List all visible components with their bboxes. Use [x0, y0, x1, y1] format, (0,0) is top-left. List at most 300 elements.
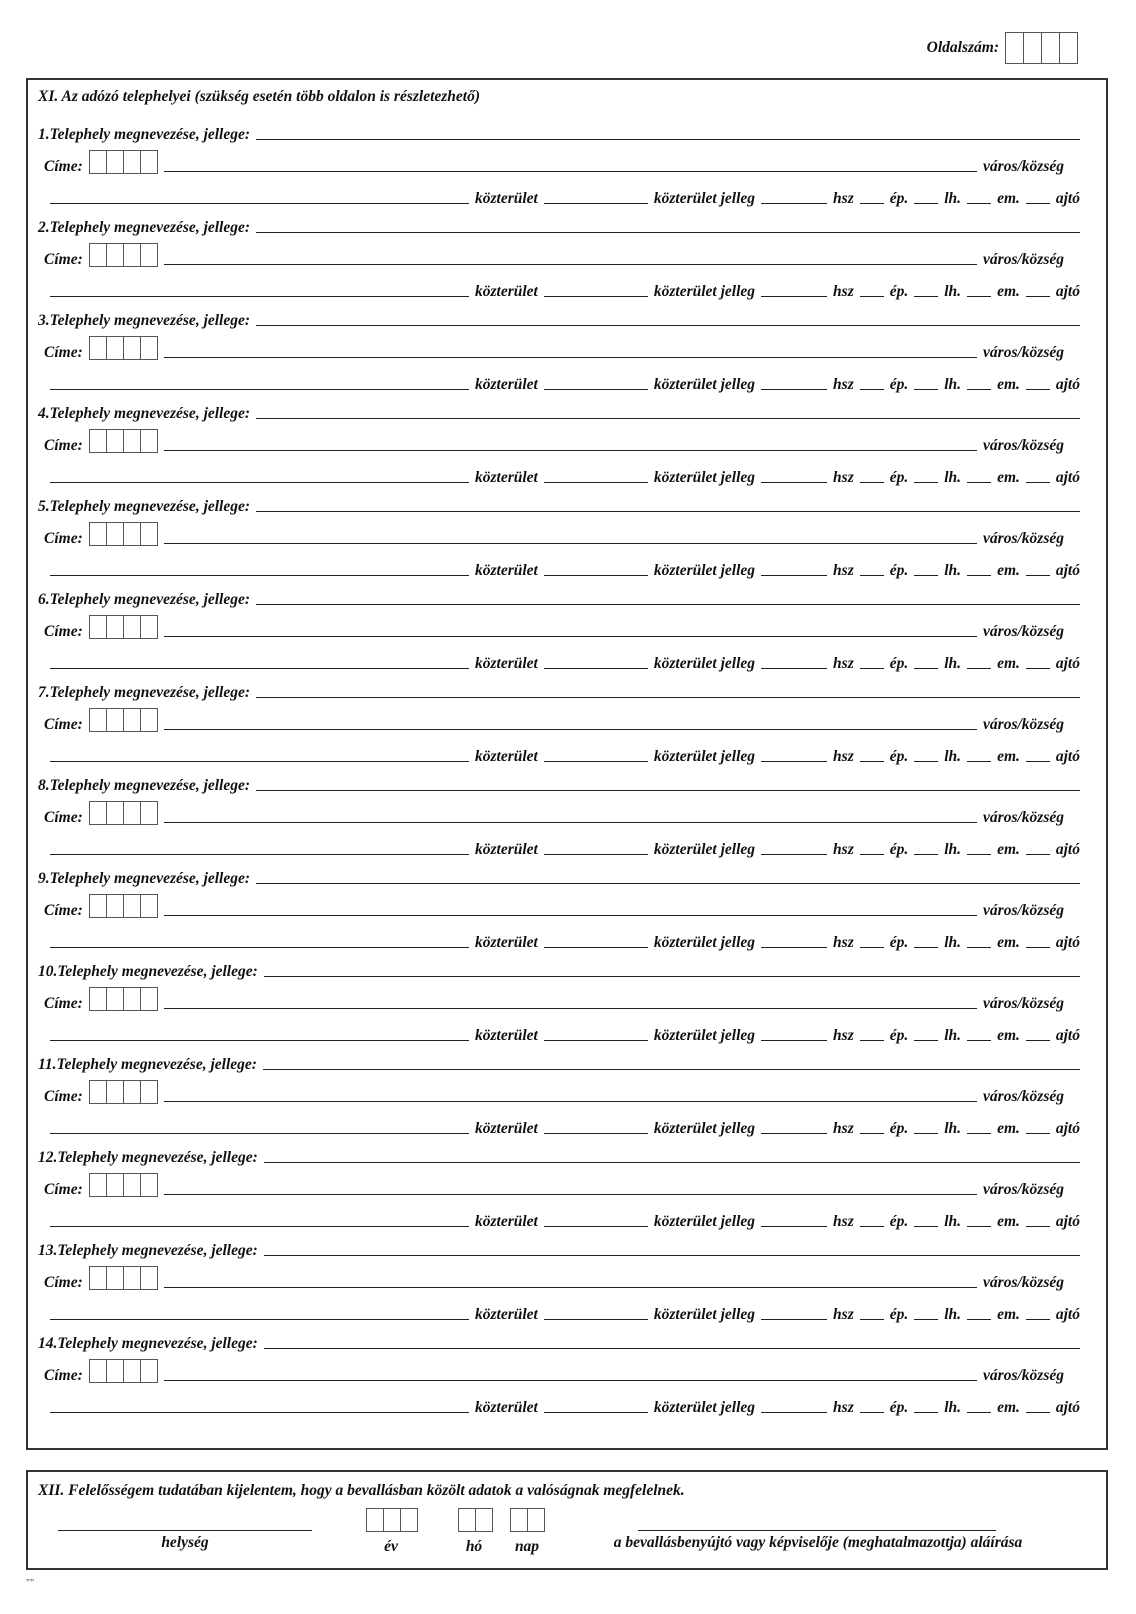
street-type-label: közterület jelleg [653, 190, 756, 207]
door-label: ajtó [1055, 1306, 1080, 1323]
premises-address-row [44, 1175, 1070, 1199]
street-label: közterület [475, 934, 538, 951]
lh-input[interactable] [914, 1226, 938, 1227]
premises-address-row [44, 1361, 1070, 1385]
premises-name-input[interactable] [256, 883, 1080, 884]
street-input[interactable] [50, 1040, 469, 1041]
em-input[interactable] [967, 482, 991, 483]
em-input[interactable] [967, 1319, 991, 1320]
ep-label: ép. [889, 1027, 909, 1044]
premises-name-input[interactable] [256, 511, 1080, 512]
premises-number: 6. [38, 591, 50, 608]
street-type-input[interactable] [544, 1412, 648, 1413]
lh-label: lh. [944, 283, 962, 300]
section-xii-title: XII. Felelősségem tudatában kijelentem, hogy a bevallásban közölt adatok a valóságnak megfelelnek. [38, 1482, 685, 1499]
premises-name-label: Telephely megnevezése, jellege: [49, 312, 251, 329]
postal-code-boxes[interactable] [89, 429, 158, 453]
em-input[interactable] [967, 947, 991, 948]
premises-street-row [50, 184, 1080, 208]
street-input[interactable] [50, 389, 469, 390]
city-label: város/község [983, 1274, 1064, 1291]
city-input[interactable] [164, 1380, 977, 1381]
address-label: Címe: [44, 902, 83, 919]
street-type-input[interactable] [544, 296, 648, 297]
ep-input[interactable] [860, 575, 884, 576]
hsz-label: hsz [833, 1120, 854, 1137]
street-type-input[interactable] [544, 947, 648, 948]
premises-name-input[interactable] [264, 1162, 1080, 1163]
street-type-input[interactable] [544, 854, 648, 855]
em-label: em. [997, 562, 1020, 579]
city-label: város/község [983, 530, 1064, 547]
city-input[interactable] [164, 1194, 977, 1195]
premises-entry [28, 492, 1106, 588]
street-input[interactable] [50, 854, 469, 855]
footer-mark: "" [26, 1578, 35, 1589]
street-type-label: közterület jelleg [653, 841, 756, 858]
hsz-label: hsz [833, 190, 854, 207]
street-type-input[interactable] [544, 575, 648, 576]
street-input[interactable] [50, 947, 469, 948]
em-label: em. [997, 1027, 1020, 1044]
postal-code-boxes[interactable] [89, 1080, 158, 1104]
premises-address-row [44, 524, 1070, 548]
em-input[interactable] [967, 1412, 991, 1413]
street-label: közterület [475, 1399, 538, 1416]
ep-input[interactable] [860, 1319, 884, 1320]
ep-input[interactable] [860, 854, 884, 855]
premises-address-row [44, 803, 1070, 827]
lh-input[interactable] [914, 668, 938, 669]
ep-input[interactable] [860, 482, 884, 483]
door-input[interactable] [1026, 854, 1050, 855]
premises-name-row [38, 492, 1080, 516]
door-input[interactable] [1026, 575, 1050, 576]
city-label: város/község [983, 995, 1064, 1012]
city-input[interactable] [164, 729, 977, 730]
premises-name-row [38, 957, 1080, 981]
postal-code-boxes[interactable] [89, 336, 158, 360]
street-type-label: közterület jelleg [653, 1399, 756, 1416]
address-label: Címe: [44, 344, 83, 361]
ep-label: ép. [889, 748, 909, 765]
street-input[interactable] [50, 1412, 469, 1413]
premises-entry [28, 120, 1106, 216]
door-input[interactable] [1026, 1133, 1050, 1134]
ep-label: ép. [889, 562, 909, 579]
premises-name-input[interactable] [256, 418, 1080, 419]
premises-number: 5. [38, 498, 50, 515]
premises-street-row [50, 1207, 1080, 1231]
page-number-label: Oldalszám: [926, 39, 999, 56]
premises-name-label: Telephely megnevezése, jellege: [49, 126, 251, 143]
hsz-input[interactable] [761, 1226, 827, 1227]
year-label: év [384, 1538, 398, 1555]
em-input[interactable] [967, 1133, 991, 1134]
city-input[interactable] [164, 450, 977, 451]
em-input[interactable] [967, 854, 991, 855]
em-label: em. [997, 655, 1020, 672]
signature-line[interactable] [638, 1530, 996, 1531]
lh-input[interactable] [914, 854, 938, 855]
hsz-input[interactable] [761, 1040, 827, 1041]
address-label: Címe: [44, 1181, 83, 1198]
premises-name-label: Telephely megnevezése, jellege: [49, 870, 251, 887]
door-label: ajtó [1055, 190, 1080, 207]
premises-street-row [50, 928, 1080, 952]
hsz-label: hsz [833, 934, 854, 951]
hsz-input[interactable] [761, 761, 827, 762]
ep-label: ép. [889, 655, 909, 672]
premises-name-input[interactable] [256, 325, 1080, 326]
street-label: közterület [475, 562, 538, 579]
street-type-label: közterület jelleg [653, 1027, 756, 1044]
premises-number: 12. [38, 1149, 58, 1166]
street-input[interactable] [50, 668, 469, 669]
premises-name-input[interactable] [263, 1069, 1080, 1070]
postal-code-boxes[interactable] [89, 522, 158, 546]
ep-label: ép. [889, 1306, 909, 1323]
premises-number: 2. [38, 219, 50, 236]
em-input[interactable] [967, 1226, 991, 1227]
street-label: közterület [475, 376, 538, 393]
city-label: város/község [983, 1367, 1064, 1384]
em-label: em. [997, 1399, 1020, 1416]
premises-name-row [38, 306, 1080, 330]
address-label: Címe: [44, 623, 83, 640]
hsz-input[interactable] [761, 1133, 827, 1134]
street-input[interactable] [50, 761, 469, 762]
ep-input[interactable] [860, 761, 884, 762]
premises-entry [28, 399, 1106, 495]
city-label: város/község [983, 809, 1064, 826]
ep-input[interactable] [860, 1133, 884, 1134]
door-input[interactable] [1026, 482, 1050, 483]
city-input[interactable] [164, 822, 977, 823]
city-input[interactable] [164, 543, 977, 544]
premises-name-input[interactable] [256, 697, 1080, 698]
place-input-line[interactable] [58, 1530, 312, 1531]
lh-input[interactable] [914, 761, 938, 762]
street-input[interactable] [50, 482, 469, 483]
city-input[interactable] [164, 636, 977, 637]
lh-input[interactable] [914, 1133, 938, 1134]
address-label: Címe: [44, 716, 83, 733]
street-type-label: közterület jelleg [653, 1213, 756, 1230]
hsz-label: hsz [833, 748, 854, 765]
premises-name-input[interactable] [256, 604, 1080, 605]
premises-entry [28, 306, 1106, 402]
city-input[interactable] [164, 264, 977, 265]
premises-entry [28, 678, 1106, 774]
street-type-label: közterület jelleg [653, 562, 756, 579]
street-type-input[interactable] [544, 668, 648, 669]
door-input[interactable] [1026, 1319, 1050, 1320]
em-label: em. [997, 748, 1020, 765]
postal-code-boxes[interactable] [89, 1359, 158, 1383]
lh-input[interactable] [914, 389, 938, 390]
postal-code-boxes[interactable] [89, 243, 158, 267]
postal-code-boxes[interactable] [89, 150, 158, 174]
street-type-input[interactable] [544, 1226, 648, 1227]
day-boxes[interactable] [510, 1508, 545, 1532]
street-label: közterület [475, 841, 538, 858]
street-label: közterület [475, 748, 538, 765]
ep-input[interactable] [860, 947, 884, 948]
lh-input[interactable] [914, 203, 938, 204]
door-input[interactable] [1026, 296, 1050, 297]
lh-input[interactable] [914, 1319, 938, 1320]
door-input[interactable] [1026, 668, 1050, 669]
lh-input[interactable] [914, 482, 938, 483]
lh-input[interactable] [914, 947, 938, 948]
lh-input[interactable] [914, 296, 938, 297]
premises-address-row [44, 245, 1070, 269]
month-boxes[interactable] [458, 1508, 493, 1532]
lh-label: lh. [944, 1027, 962, 1044]
door-label: ajtó [1055, 1120, 1080, 1137]
premises-name-row [38, 1143, 1080, 1167]
city-input[interactable] [164, 357, 977, 358]
city-input[interactable] [164, 1287, 977, 1288]
street-type-input[interactable] [544, 203, 648, 204]
street-type-input[interactable] [544, 389, 648, 390]
street-type-label: közterület jelleg [653, 655, 756, 672]
address-label: Címe: [44, 1274, 83, 1291]
hsz-input[interactable] [761, 482, 827, 483]
premises-address-row [44, 617, 1070, 641]
premises-name-row [38, 213, 1080, 237]
door-input[interactable] [1026, 1226, 1050, 1227]
ep-label: ép. [889, 283, 909, 300]
street-type-input[interactable] [544, 761, 648, 762]
street-type-input[interactable] [544, 482, 648, 483]
door-input[interactable] [1026, 203, 1050, 204]
door-input[interactable] [1026, 947, 1050, 948]
premises-address-row [44, 1268, 1070, 1292]
postal-code-boxes[interactable] [89, 894, 158, 918]
ep-input[interactable] [860, 296, 884, 297]
premises-street-row [50, 1300, 1080, 1324]
street-label: közterület [475, 190, 538, 207]
ep-label: ép. [889, 841, 909, 858]
em-input[interactable] [967, 296, 991, 297]
street-input[interactable] [50, 296, 469, 297]
premises-name-row [38, 678, 1080, 702]
ep-label: ép. [889, 376, 909, 393]
ep-input[interactable] [860, 1226, 884, 1227]
postal-code-boxes[interactable] [89, 801, 158, 825]
premises-name-label: Telephely megnevezése, jellege: [49, 777, 251, 794]
postal-code-boxes[interactable] [89, 615, 158, 639]
hsz-input[interactable] [761, 854, 827, 855]
premises-name-label: Telephely megnevezése, jellege: [56, 1056, 257, 1073]
street-label: közterület [475, 1213, 538, 1230]
city-label: város/község [983, 344, 1064, 361]
ep-input[interactable] [860, 668, 884, 669]
em-label: em. [997, 841, 1020, 858]
lh-input[interactable] [914, 575, 938, 576]
premises-name-input[interactable] [256, 790, 1080, 791]
hsz-input[interactable] [761, 1412, 827, 1413]
street-label: közterület [475, 1306, 538, 1323]
premises-street-row [50, 649, 1080, 673]
lh-label: lh. [944, 469, 962, 486]
premises-entry [28, 1143, 1106, 1239]
hsz-label: hsz [833, 283, 854, 300]
postal-code-boxes[interactable] [89, 1173, 158, 1197]
em-label: em. [997, 469, 1020, 486]
door-input[interactable] [1026, 761, 1050, 762]
premises-number: 14. [38, 1335, 58, 1352]
premises-name-row [38, 1236, 1080, 1260]
premises-address-row [44, 710, 1070, 734]
street-type-label: közterület jelleg [653, 469, 756, 486]
ep-input[interactable] [860, 203, 884, 204]
street-type-input[interactable] [544, 1040, 648, 1041]
premises-street-row [50, 463, 1080, 487]
em-label: em. [997, 1306, 1020, 1323]
hsz-input[interactable] [761, 668, 827, 669]
lh-label: lh. [944, 562, 962, 579]
premises-street-row [50, 742, 1080, 766]
street-label: közterület [475, 1120, 538, 1137]
city-label: város/község [983, 251, 1064, 268]
hsz-label: hsz [833, 562, 854, 579]
street-type-label: közterület jelleg [653, 376, 756, 393]
premises-street-row [50, 1021, 1080, 1045]
premises-number: 4. [38, 405, 50, 422]
street-type-input[interactable] [544, 1133, 648, 1134]
lh-label: lh. [944, 1213, 962, 1230]
street-input[interactable] [50, 575, 469, 576]
premises-entry [28, 585, 1106, 681]
hsz-label: hsz [833, 1399, 854, 1416]
premises-street-row [50, 370, 1080, 394]
em-label: em. [997, 283, 1020, 300]
em-input[interactable] [967, 575, 991, 576]
hsz-label: hsz [833, 1306, 854, 1323]
hsz-input[interactable] [761, 947, 827, 948]
door-label: ajtó [1055, 469, 1080, 486]
address-label: Címe: [44, 809, 83, 826]
lh-label: lh. [944, 748, 962, 765]
address-label: Címe: [44, 158, 83, 175]
em-input[interactable] [967, 389, 991, 390]
em-input[interactable] [967, 668, 991, 669]
premises-name-row [38, 864, 1080, 888]
place-label: helység [161, 1534, 209, 1551]
premises-number: 10. [38, 963, 58, 980]
premises-address-row [44, 152, 1070, 176]
street-type-input[interactable] [544, 1319, 648, 1320]
hsz-input[interactable] [761, 203, 827, 204]
hsz-label: hsz [833, 1027, 854, 1044]
door-label: ajtó [1055, 1027, 1080, 1044]
lh-label: lh. [944, 1306, 962, 1323]
premises-street-row [50, 556, 1080, 580]
postal-code-boxes[interactable] [89, 987, 158, 1011]
ep-label: ép. [889, 934, 909, 951]
premises-address-row [44, 1082, 1070, 1106]
ep-input[interactable] [860, 1412, 884, 1413]
premises-street-row [50, 277, 1080, 301]
premises-street-row [50, 835, 1080, 859]
hsz-input[interactable] [761, 389, 827, 390]
city-input[interactable] [164, 1008, 977, 1009]
premises-name-row [38, 399, 1080, 423]
ep-input[interactable] [860, 389, 884, 390]
premises-entry [28, 957, 1106, 1053]
premises-entry [28, 1329, 1106, 1425]
door-label: ajtó [1055, 1213, 1080, 1230]
hsz-label: hsz [833, 376, 854, 393]
hsz-input[interactable] [761, 1319, 827, 1320]
door-label: ajtó [1055, 934, 1080, 951]
section-xi-title: XI. Az adózó telephelyei (szükség esetén több oldalon is részletezhető) [38, 88, 481, 105]
premises-name-label: Telephely megnevezése, jellege: [49, 219, 251, 236]
premises-street-row [50, 1393, 1080, 1417]
street-input[interactable] [50, 203, 469, 204]
street-input[interactable] [50, 1133, 469, 1134]
premises-entry [28, 213, 1106, 309]
city-label: város/község [983, 1088, 1064, 1105]
premises-name-input[interactable] [264, 976, 1080, 977]
door-input[interactable] [1026, 1412, 1050, 1413]
premises-name-input[interactable] [264, 1255, 1080, 1256]
em-input[interactable] [967, 761, 991, 762]
postal-code-boxes[interactable] [89, 708, 158, 732]
door-label: ajtó [1055, 562, 1080, 579]
em-input[interactable] [967, 1040, 991, 1041]
page-number-field [927, 32, 1078, 64]
hsz-input[interactable] [761, 575, 827, 576]
premises-address-row [44, 338, 1070, 362]
street-input[interactable] [50, 1226, 469, 1227]
premises-name-label: Telephely megnevezése, jellege: [57, 1149, 258, 1166]
premises-address-row [44, 989, 1070, 1013]
page-number-boxes[interactable] [1005, 32, 1078, 64]
city-label: város/község [983, 902, 1064, 919]
em-label: em. [997, 934, 1020, 951]
em-label: em. [997, 376, 1020, 393]
city-input[interactable] [164, 1101, 977, 1102]
month-label: hó [465, 1538, 483, 1555]
ep-input[interactable] [860, 1040, 884, 1041]
year-boxes[interactable] [366, 1508, 418, 1532]
hsz-input[interactable] [761, 296, 827, 297]
city-input[interactable] [164, 171, 977, 172]
lh-input[interactable] [914, 1040, 938, 1041]
street-input[interactable] [50, 1319, 469, 1320]
premises-name-input[interactable] [264, 1348, 1080, 1349]
premises-street-row [50, 1114, 1080, 1138]
door-label: ajtó [1055, 841, 1080, 858]
door-input[interactable] [1026, 389, 1050, 390]
city-input[interactable] [164, 915, 977, 916]
premises-name-row [38, 585, 1080, 609]
postal-code-boxes[interactable] [89, 1266, 158, 1290]
door-label: ajtó [1055, 1399, 1080, 1416]
em-input[interactable] [967, 203, 991, 204]
lh-input[interactable] [914, 1412, 938, 1413]
door-label: ajtó [1055, 376, 1080, 393]
door-input[interactable] [1026, 1040, 1050, 1041]
premises-name-input[interactable] [256, 139, 1080, 140]
premises-name-label: Telephely megnevezése, jellege: [49, 405, 251, 422]
premises-name-input[interactable] [256, 232, 1080, 233]
signature-label: a bevallásbenyújtó vagy képviselője (meghatalmazottja) aláírása [613, 1534, 1023, 1551]
